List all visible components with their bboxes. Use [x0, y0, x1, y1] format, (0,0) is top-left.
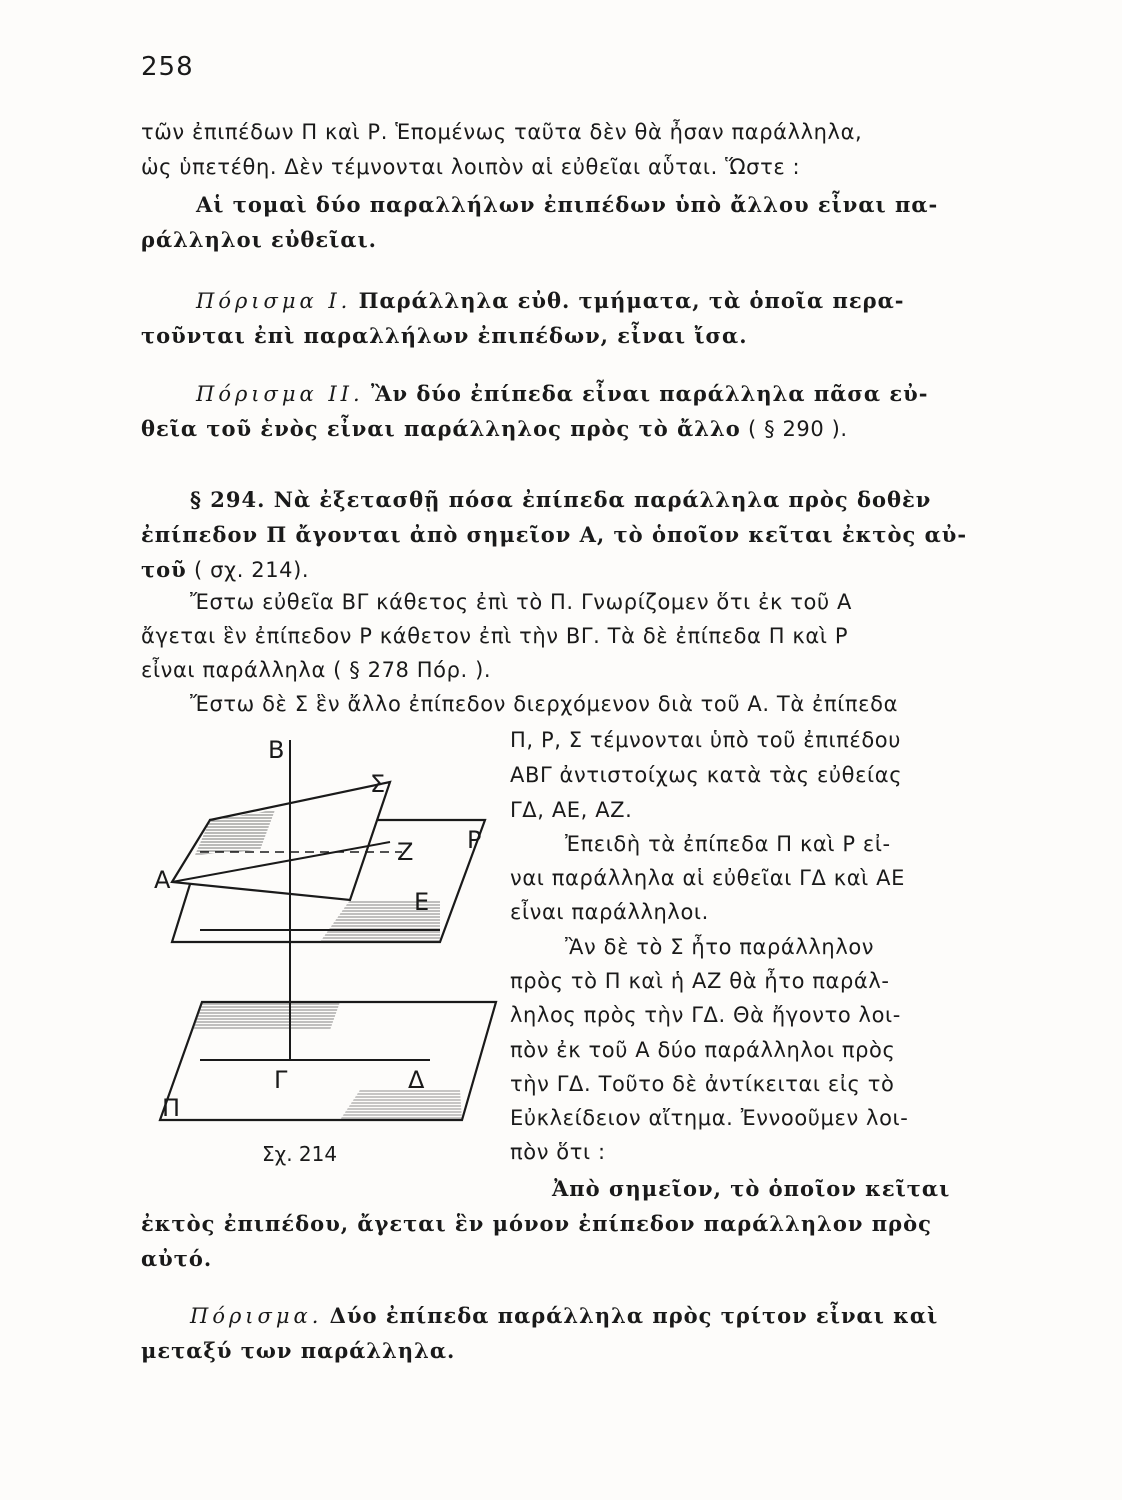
label-rho: Ρ [467, 826, 482, 854]
porism-2-reference: ( § 290 ). [748, 417, 848, 441]
conclusion-line-3: αὐτό. [141, 1246, 213, 1271]
label-delta: Δ [408, 1066, 425, 1094]
figure-caption: Σχ. 214 [262, 1142, 338, 1166]
para-3-right-line-1: Ἐπειδὴ τὰ ἐπίπεδα Π καὶ Ρ εἰ- [565, 832, 891, 856]
para-3-right-line-2: ναι παράλληλα αἱ εὐθεῖαι ΓΔ καὶ ΑΕ [510, 866, 905, 890]
label-gamma: Γ [274, 1066, 288, 1094]
porism-3-text: Δύο ἐπίπεδα παράλληλα πρὸς τρίτον εἶναι καὶ [329, 1303, 939, 1328]
porism-3-line-2: μεταξύ των παράλληλα. [141, 1338, 456, 1363]
section-294-line-2: ἐπίπεδον Π ἄγονται ἀπὸ σημεῖον Α, τὸ ὁποῖον κεῖται ἐκτὸς αὐ- [141, 522, 968, 547]
conclusion-line-2: ἐκτὸς ἐπιπέδου, ἄγεται ἓν μόνον ἐπίπεδον παράλληλον πρὸς [141, 1211, 932, 1236]
porism-1-line-1 [196, 288, 904, 313]
intro-text-1: τῶν ἐπιπέδων Π καὶ Ρ. Ἑπομένως ταῦτα δὲν θὰ ἦσαν παράλληλα, [141, 120, 863, 144]
porism-2-label: Πόρισμα ΙΙ. [196, 382, 364, 406]
theorem-line-2: ράλληλοι εὐθεῖαι. [141, 227, 377, 252]
para-1-line-3: εἶναι παράλληλα ( § 278 Πόρ. ). [141, 658, 492, 682]
plane-sigma [172, 782, 402, 900]
para-2-right-line-1: Π, Ρ, Σ τέμνονται ὑπὸ τοῦ ἐπιπέδου [510, 728, 902, 752]
label-sigma: Σ [370, 770, 386, 798]
para-1-line-2: ἄγεται ἓν ἐπίπεδον Ρ κάθετον ἐπὶ τὴν ΒΓ. Τὰ δὲ ἐπίπεδα Π καὶ Ρ [141, 624, 849, 648]
label-b: Β [268, 736, 285, 764]
porism-1-line-2: τοῦνται ἐπὶ παραλλήλων ἐπιπέδων, εἶναι ἴσα. [141, 323, 748, 348]
label-pi: Π [162, 1094, 181, 1122]
page-number: 258 [141, 52, 194, 82]
para-4-right-line-4: πὸν ἐκ τοῦ Α δύο παράλληλοι πρὸς [510, 1038, 896, 1062]
theorem-line-1: Αἱ τομαὶ δύο παραλλήλων ἐπιπέδων ὑπὸ ἄλλου εἶναι πα- [196, 192, 939, 217]
conclusion-line-1: Ἀπὸ σημεῖον, τὸ ὁποῖον κεῖται [552, 1176, 951, 1201]
para-4-right-line-2: πρὸς τὸ Π καὶ ἡ ΑΖ θὰ ἦτο παράλ- [510, 969, 890, 993]
porism-3-label: Πόρισμα. [190, 1304, 323, 1328]
label-z: Ζ [397, 838, 414, 866]
figure-reference: ( σχ. 214). [194, 558, 310, 582]
para-1-line-1: Ἔστω εὐθεῖα ΒΓ κάθετος ἐπὶ τὸ Π. Γνωρίζομεν ὅτι ἐκ τοῦ Α [190, 590, 852, 614]
para-4-right-line-7: πὸν ὅτι : [510, 1140, 606, 1164]
label-e: Ε [414, 888, 430, 916]
porism-2-line-1 [196, 381, 928, 406]
para-4-right-line-3: ληλος πρὸς τὴν ΓΔ. Θὰ ἤγοντο λοι- [510, 1003, 901, 1027]
label-a: Α [154, 866, 171, 894]
intro-line-2: ὡς ὑπετέθη. Δὲν τέμνονται λοιπὸν αἱ εὐθεῖαι αὗται. Ὥστε : [141, 155, 801, 179]
para-2-right-line-3: ΓΔ, ΑΕ, ΑΖ. [510, 798, 633, 822]
para-4-right-line-6: Εὐκλείδειον αἴτημα. Ἐννοοῦμεν λοι- [510, 1106, 909, 1130]
porism-2-text-2: θεῖα τοῦ ἑνὸς εἶναι παράλληλος πρὸς τὸ ἄλλο [141, 416, 741, 441]
porism-2-text: Ἂν δύο ἐπίπεδα εἶναι παράλληλα πᾶσα εὐ- [370, 381, 929, 406]
section-294-line-3 [141, 557, 309, 582]
para-3-right-line-3: εἶναι παράλληλοι. [510, 900, 709, 924]
section-294-text-3: τοῦ [141, 557, 187, 582]
porism-1-label: Πόρισμα Ι. [196, 289, 352, 313]
para-4-right-line-5: τὴν ΓΔ. Τοῦτο δὲ ἀντίκειται εἰς τὸ [510, 1072, 895, 1096]
porism-3-line-1 [190, 1303, 938, 1328]
porism-2-line-2 [141, 416, 848, 441]
section-294-heading: § 294. Νὰ ἐξετασθῇ πόσα ἐπίπεδα παράλληλα πρὸς δοθὲν [190, 487, 932, 512]
para-2-line-1: Ἔστω δὲ Σ ἓν ἄλλο ἐπίπεδον διερχόμενον διὰ τοῦ Α. Τὰ ἐπίπεδα [190, 692, 899, 716]
para-2-right-line-2: ΑΒΓ ἀντιστοίχως κατὰ τὰς εὐθείας [510, 763, 903, 787]
plane-pi [160, 1002, 496, 1120]
porism-1-text: Παράλληλα εὐθ. τμήματα, τὰ ὁποῖα περα- [358, 288, 905, 313]
figure-214 [140, 730, 500, 1140]
para-4-right-line-1: Ἂν δὲ τὸ Σ ἦτο παράλληλον [565, 935, 875, 959]
intro-line-1 [141, 120, 987, 144]
